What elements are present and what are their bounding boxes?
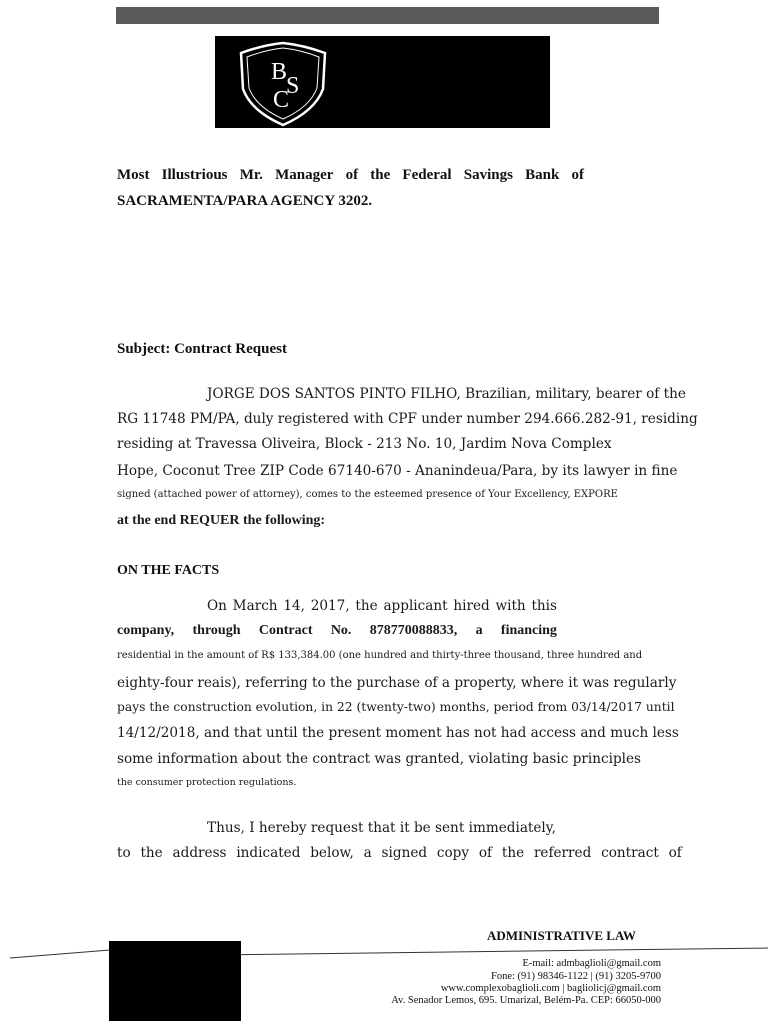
intro-line-1: JORGE DOS SANTOS PINTO FILHO, Brazilian, military, bearer of the [207,386,686,402]
word: Contract [258,623,313,638]
facts-line-7: some information about the contract was granted, violating basic principles [117,751,642,767]
word: contract [601,845,659,861]
intro-line-2: RG 11748 PM/PA, duly registered with CPF under number 294.666.282-91, residing [117,411,698,427]
word: the [140,845,163,861]
intro-line-3: residing at Travessa Oliveira, Block - 213 No. 10, Jardim Nova Complex [117,436,612,452]
word: 14, [283,598,305,614]
facts-line-2 [117,623,557,639]
facts-line-8: the consumer protection regulations. [117,777,297,788]
letterhead-logo [215,36,550,128]
word: with [495,598,526,614]
footer-email: E-mail: admbaglioli@gmail.com [522,958,661,969]
footer-address: Av. Senador Lemos, 695. Umarizal, Belém-Pa. CEP: 66050-000 [391,995,661,1006]
word: Mr. [239,167,263,183]
word: a [363,845,372,861]
facts-line-4: eighty-four reais), referring to the purchase of a property, where it was regularly [117,675,677,691]
word: through [192,623,241,638]
intro-line-4: Hope, Coconut Tree ZIP Code 67140-670 - Ananindeua/Para, by its lawyer in fine [117,463,678,479]
word: Illustrious [161,167,228,183]
svg-text:B: B [271,59,288,85]
word: of [571,167,584,183]
addressee-line-2: SACRAMENTA/PARA AGENCY 3202. [117,193,373,209]
facts-line-6: 14/12/2018, and that until the present moment has not had access and much less [117,725,679,741]
shield-logo-icon [233,41,333,127]
word: Bank [525,167,560,183]
header-bar [116,7,659,24]
word: of [668,845,682,861]
subject-line: Subject: Contract Request [117,341,287,357]
request-line-1: Thus, I hereby request that it be sent immediately, [207,820,556,836]
word: 2017, [310,598,350,614]
word: Federal [402,167,452,183]
word: Most [117,167,150,183]
footer-web: www.complexobaglioli.com | bagliolicj@gmail.com [440,983,661,994]
word: a [475,623,483,638]
word: the [501,845,525,861]
footer-phone: Fone: (91) 98346-1122 | (91) 3205-9700 [491,971,661,982]
word: 878770088833, [369,623,458,638]
word: below, [310,845,354,861]
word: copy [436,845,470,861]
intro-line-6: at the end REQUER the following: [117,513,326,528]
word: hired [453,598,490,614]
word: March [232,598,278,614]
intro-line-5: signed (attached power of attorney), comes to the esteemed presence of Your Excellency, EXPORE [117,489,618,500]
word: indicated [236,845,301,861]
word: Manager [275,167,334,183]
facts-line-5: pays the construction evolution, in 22 (twenty-two) months, period from 03/14/2017 until [117,700,675,714]
word: this [531,598,557,614]
word: of [478,845,493,861]
word: No. [330,623,352,638]
footer-block [109,941,241,1021]
facts-line-1 [207,598,557,614]
request-line-2 [117,845,682,861]
facts-heading: ON THE FACTS [117,563,220,578]
word: financing [500,623,557,638]
word: of [345,167,359,183]
word: company, [117,623,175,638]
addressee-block [117,162,584,214]
word: signed [381,845,428,861]
word: the [370,167,391,183]
footer-title: ADMINISTRATIVE LAW [487,928,636,943]
word: address [172,845,227,861]
word: to [117,845,131,861]
word: referred [533,845,592,861]
svg-text:C: C [273,87,290,113]
svg-text:S: S [286,73,300,99]
word: the [355,598,378,614]
word: Savings [463,167,513,183]
addressee-line-1 [117,162,584,188]
facts-line-3: residential in the amount of R$ 133,384.00 (one hundred and thirty-three thousand, three hundred and [117,650,643,661]
word: applicant [383,598,448,614]
word: On [207,598,227,614]
